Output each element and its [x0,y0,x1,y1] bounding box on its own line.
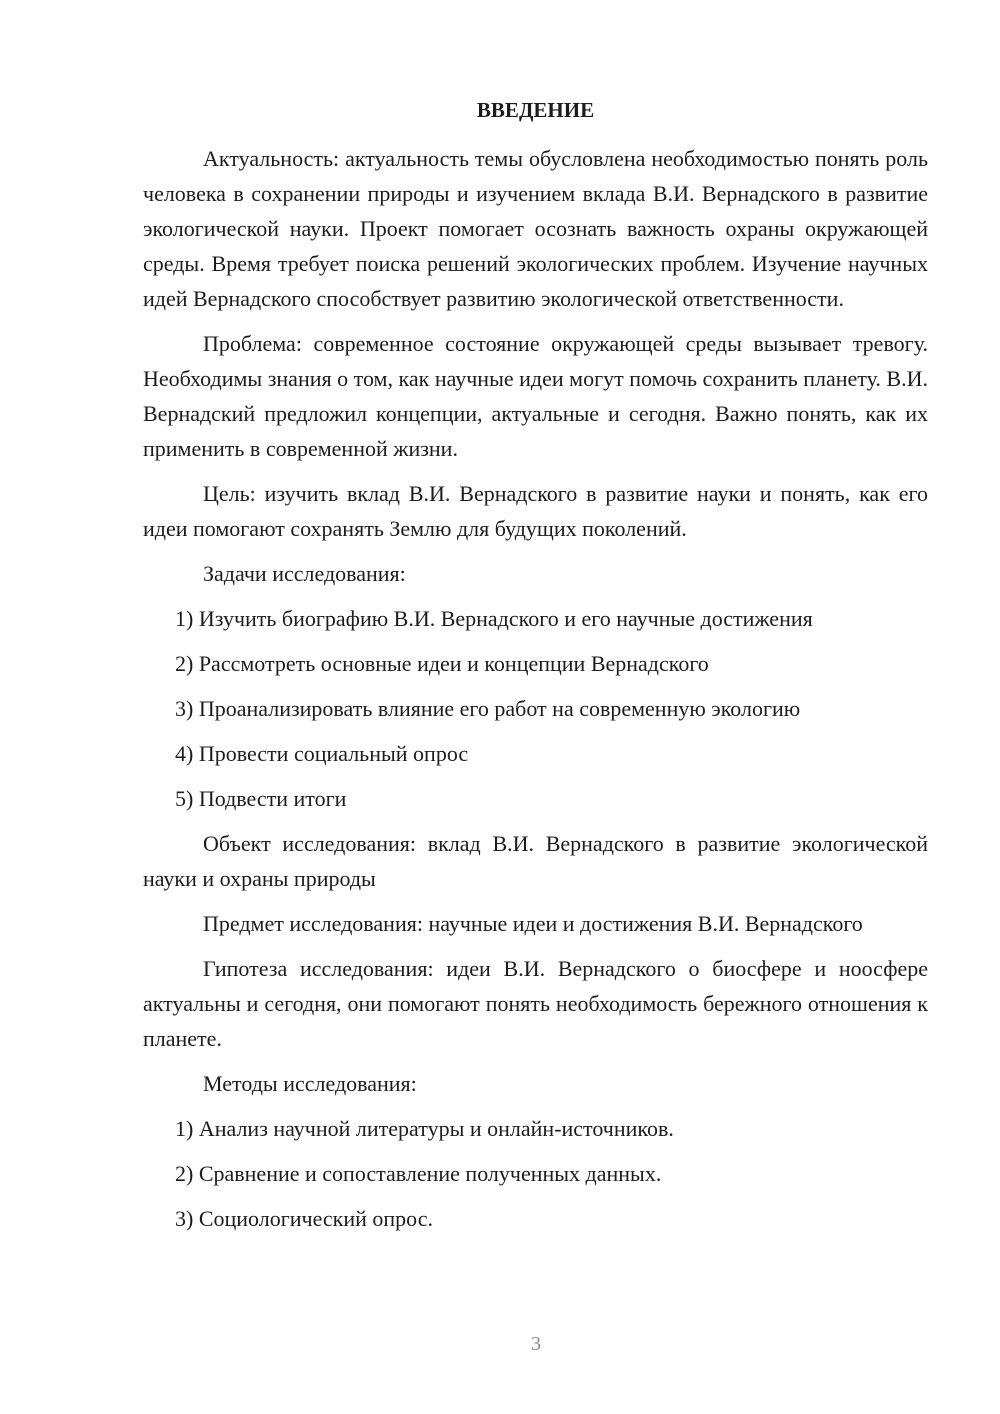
method-item-1: 1) Анализ научной литературы и онлайн-источников. [175,1116,674,1141]
page-title: ВВЕДЕНИЕ [476,98,595,122]
goal-paragraph: Цель: изучить вклад В.И. Вернадского в развитие науки и понять, как его идеи помогают сохранять Землю для будущих поколений. [143,481,928,541]
actuality-paragraph: Актуальность: актуальность темы обусловлена необходимостью понять роль человека в сохранении природы и изучением вклада В.И. Вернадского в развитие экологической науки. Проект помогает осознать важность охраны окружающей среды. Время требует поиска решений экологических проблем. Изучение научных идей Вернадского способствует развитию экологической ответственности. [143,146,928,311]
method-item-3: 3) Социологический опрос. [175,1206,433,1231]
methods-list [143,1111,928,1236]
method-item-2: 2) Сравнение и сопоставление полученных данных. [175,1161,662,1186]
methods-heading: Методы исследования: [203,1071,417,1096]
subject-paragraph: Предмет исследования: научные идеи и достижения В.И. Вернадского [203,911,863,936]
task-item-2: 2) Рассмотреть основные идеи и концепции Вернадского [175,651,709,676]
tasks-heading: Задачи исследования: [203,561,406,586]
task-item-5: 5) Подвести итоги [175,786,347,811]
problem-paragraph: Проблема: современное состояние окружающей среды вызывает тревогу. Необходимы знания о том, как научные идеи могут помочь сохранить планету. В.И. Вернадский предложил концепции, актуальные и сегодня. Важно понять, как их применить в современной жизни. [143,331,928,461]
tasks-list [143,601,928,816]
document-page [143,95,928,1246]
task-item-1: 1) Изучить биографию В.И. Вернадского и его научные достижения [175,606,813,631]
task-item-4: 4) Провести социальный опрос [175,741,469,766]
page-number: 3 [531,1333,541,1355]
object-paragraph: Объект исследования: вклад В.И. Вернадского в развитие экологической науки и охраны природы [143,831,928,891]
task-item-3: 3) Проанализировать влияние его работ на современную экологию [175,696,801,721]
hypothesis-paragraph: Гипотеза исследования: идеи В.И. Вернадского о биосфере и ноосфере актуальны и сегодня, они помогают понять необходимость бережного отношения к планете. [143,956,928,1051]
